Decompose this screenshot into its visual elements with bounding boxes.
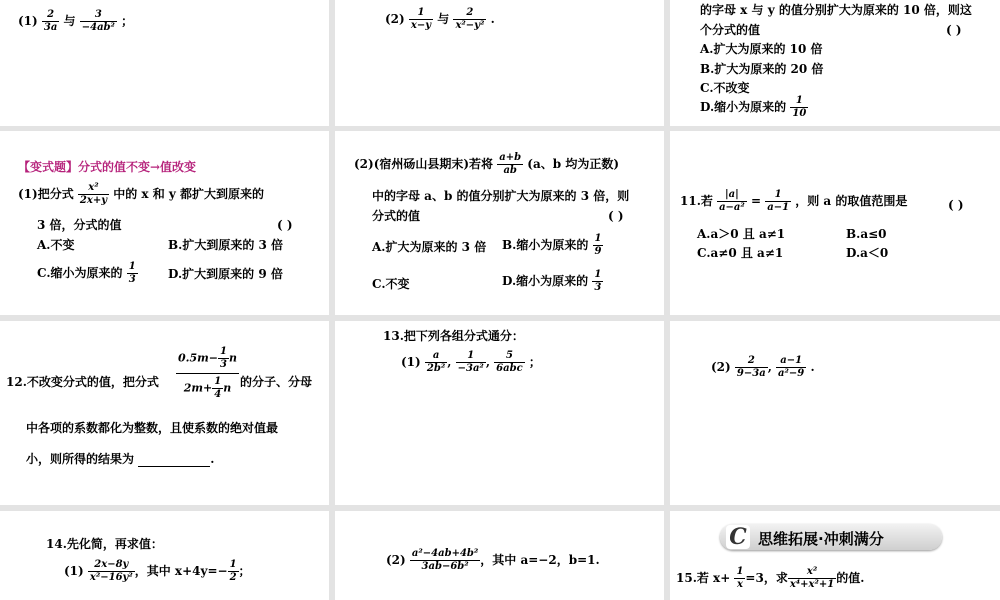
answer-paren: ( ) (277, 218, 293, 232)
q12-stem-prefix: 12.不改变分式的值，把分式 (6, 375, 159, 389)
fraction (212, 377, 223, 400)
fraction (409, 8, 433, 31)
q15-stem (676, 567, 864, 590)
fraction (456, 351, 486, 374)
option-c: C.a≠0 且 a≠1 (697, 246, 784, 260)
numerator: a (432, 350, 440, 361)
numerator: 1 (594, 269, 602, 280)
q1-part-2 (385, 8, 495, 31)
q14-part-2 (386, 549, 600, 572)
text: 中的 x 和 y 都扩大到原来的 (113, 187, 265, 201)
denominator: 3a (43, 22, 58, 33)
denominator: x−y (410, 20, 432, 31)
punctuation: ； (121, 14, 134, 28)
numerator: 1 (467, 350, 475, 361)
fraction (78, 183, 109, 206)
q11-stem (680, 190, 907, 213)
denominator: 10 (792, 108, 807, 119)
option-a: A.不变 (37, 238, 75, 252)
text: 2m+ (183, 381, 213, 395)
numerator (176, 347, 239, 373)
panel-q-7 (0, 321, 329, 505)
panel-q-9 (670, 321, 1000, 505)
numerator: 1 (774, 189, 782, 200)
denominator: a²−9 (778, 368, 805, 379)
numerator: a+b (499, 152, 522, 163)
fraction (494, 351, 525, 374)
fraction (592, 270, 603, 293)
connector-text: 与 (63, 14, 76, 28)
fraction (127, 262, 138, 285)
numerator: 2x−8y (94, 559, 129, 570)
option-a: A.扩大为原来的 10 倍 (700, 42, 823, 56)
numerator: 2 (747, 355, 755, 366)
numerator: 1 (795, 95, 803, 106)
denominator: 3ab−6b² (410, 560, 480, 572)
option-text: C.缩小为原来的 (37, 266, 123, 280)
denominator: x⁴+x²+1 (789, 579, 835, 590)
denominator: 9 (594, 246, 602, 257)
punctuation: . (490, 12, 495, 26)
answer-paren: ( ) (948, 198, 964, 212)
fraction (717, 190, 747, 213)
q12-stem-line-3 (26, 451, 214, 467)
denominator: x (734, 578, 745, 590)
denominator: 2x+y (79, 195, 108, 206)
denominator: a−a² (719, 202, 745, 213)
variant-q1-line-1 (18, 183, 264, 206)
text: ，其中 x+4y=− (134, 564, 228, 578)
connector-text: 与 (437, 12, 450, 26)
q14-title: 14.先化简，再求值： (46, 537, 163, 551)
numerator: 2 (47, 9, 55, 20)
text: 的值. (836, 571, 865, 585)
denominator: 2b² (426, 363, 446, 374)
punctuation: ； (238, 564, 251, 578)
fraction (788, 567, 836, 590)
fraction (735, 356, 768, 379)
q10-stem-line-2: 个分式的值 (700, 23, 761, 37)
option-a: A.a＞0 且 a≠1 (697, 227, 786, 241)
text: n (223, 381, 232, 395)
option-d: D.扩大到原来的 9 倍 (168, 267, 283, 281)
section-title: 思维拓展·冲刺满分 (758, 530, 884, 548)
numerator: 2 (466, 7, 474, 18)
punctuation: . (210, 452, 215, 466)
numerator: a²−4ab+4b² (411, 548, 479, 559)
fraction (425, 351, 447, 374)
variant-q2-line-2: 中的字母 a、b 的值分别扩大为原来的 3 倍，则 (372, 189, 630, 203)
denominator: 3 (128, 274, 136, 285)
option-text: D.缩小为原来的 (502, 274, 589, 288)
option-text: D.缩小为原来的 (700, 100, 787, 114)
q13-title: 13.把下列各组分式通分： (383, 329, 524, 343)
part-label: (1) (401, 355, 421, 369)
answer-blank[interactable] (138, 454, 210, 467)
option-text: B.缩小为原来的 (502, 238, 589, 252)
part-label: (2) (711, 360, 731, 374)
fraction (765, 190, 791, 213)
option-d (502, 270, 603, 293)
denominator: 3 (594, 282, 602, 293)
option-d (700, 96, 808, 119)
text: (2)(宿州砀山县期末)若将 (354, 157, 494, 171)
option-b: B.扩大到原来的 3 倍 (168, 238, 284, 252)
option-c (37, 262, 138, 285)
denominator: 4 (214, 389, 222, 400)
part-label: (1) (18, 14, 38, 28)
part-label: (1) (64, 564, 84, 578)
denominator: 3 (220, 359, 227, 370)
text: 小，则所得的结果为 (26, 452, 135, 466)
denominator: 2 (229, 572, 237, 583)
option-a: A.扩大为原来的 3 倍 (372, 240, 487, 254)
section-letter-icon: C (726, 525, 750, 549)
variant-q2-line-3: 分式的值 (372, 209, 421, 223)
q13-part-2: (2) $\frac{2}{9-3a}$ , $\frac{a-1}{\text{a²−9}}$ . (711, 355, 815, 379)
section-banner (720, 524, 942, 550)
denominator: 9−3a (736, 368, 766, 379)
fraction (776, 356, 806, 379)
option-b (502, 234, 603, 257)
fraction (218, 347, 229, 370)
fraction (88, 560, 135, 583)
numerator: x² (806, 566, 818, 577)
numerator: 1 (594, 233, 602, 244)
fraction (497, 153, 523, 176)
numerator: a−1 (780, 355, 803, 366)
denominator: −4ab² (81, 22, 115, 33)
text: 0.5m− (178, 351, 218, 365)
fraction (593, 234, 604, 257)
variant-heading: 【变式题】分式的值不变→值改变 (18, 160, 197, 174)
fraction (42, 10, 59, 33)
q10-stem-line-1: 的字母 x 与 y 的值分别扩大为原来的 10 倍，则这 (700, 3, 972, 17)
complex-fraction (176, 347, 239, 400)
fraction (410, 549, 480, 572)
fraction (734, 567, 745, 590)
equals-sign: = (750, 194, 762, 208)
fraction (790, 96, 808, 119)
text: (a、b 均为正数) (527, 157, 619, 171)
denominator: x²−16y² (89, 572, 133, 583)
numerator: 1 (214, 376, 222, 387)
fraction (453, 8, 486, 31)
panel-q-10 (0, 511, 329, 600)
fraction (228, 560, 239, 583)
option-b: B.a≤0 (846, 227, 887, 241)
text: =3，求 (745, 571, 788, 585)
text: (1)把分式 (18, 187, 74, 201)
answer-paren: ( ) (608, 209, 624, 223)
numerator: 1 (229, 559, 237, 570)
q1-part-1 (18, 10, 133, 33)
q12-stem-line-2: 中各项的系数都化为整数，且使系数的绝对值最 (26, 421, 279, 435)
numerator: 1 (736, 566, 744, 577)
panel-q-8 (335, 321, 664, 505)
q14-part-1 (64, 560, 251, 583)
option-c: C.不改变 (700, 81, 750, 95)
text: 11.若 (680, 194, 713, 208)
numerator: 5 (505, 350, 513, 361)
option-d: D.a＜0 (846, 246, 889, 260)
part-label: (2) (386, 553, 406, 567)
numerator: 1 (128, 261, 136, 272)
denominator: ab (497, 164, 523, 176)
panel-q-6 (670, 131, 1000, 315)
numerator: x² (88, 182, 99, 193)
text: n (228, 351, 237, 365)
punctuation: ； (528, 355, 541, 369)
punctuation: . (810, 360, 815, 374)
numerator: 3 (94, 9, 102, 20)
fraction (80, 10, 117, 33)
variant-q1-line-2: 3 倍，分式的值 (37, 218, 122, 232)
denominator: a−1 (767, 202, 790, 213)
denominator: x²−y² (455, 20, 485, 31)
part-label: (2) (385, 12, 405, 26)
text: 15.若 x+ (676, 571, 731, 585)
numerator: 1 (417, 7, 425, 18)
q12-stem-suffix: 的分子、分母 (240, 375, 313, 389)
denominator: −3a² (457, 363, 484, 374)
numerator: 1 (220, 346, 227, 357)
text: ，则 a 的取值范围是 (795, 194, 908, 208)
answer-paren: ( ) (946, 23, 962, 37)
numerator: |a| (725, 189, 739, 200)
option-b: B.扩大为原来的 20 倍 (700, 62, 824, 76)
fraction (176, 347, 239, 400)
text: ，其中 a=−2，b=1. (480, 553, 600, 567)
q13-part-1: (1) $\frac{a}{\text{2b²}}$ , $\frac{1}{\text{−3a²}}$ , $\frac{5}{\text{6abc}}$ ； (401, 350, 541, 374)
denominator (176, 373, 239, 400)
denominator: 6abc (496, 363, 523, 374)
option-c: C.不变 (372, 277, 410, 291)
variant-q2-line-1 (354, 153, 619, 176)
